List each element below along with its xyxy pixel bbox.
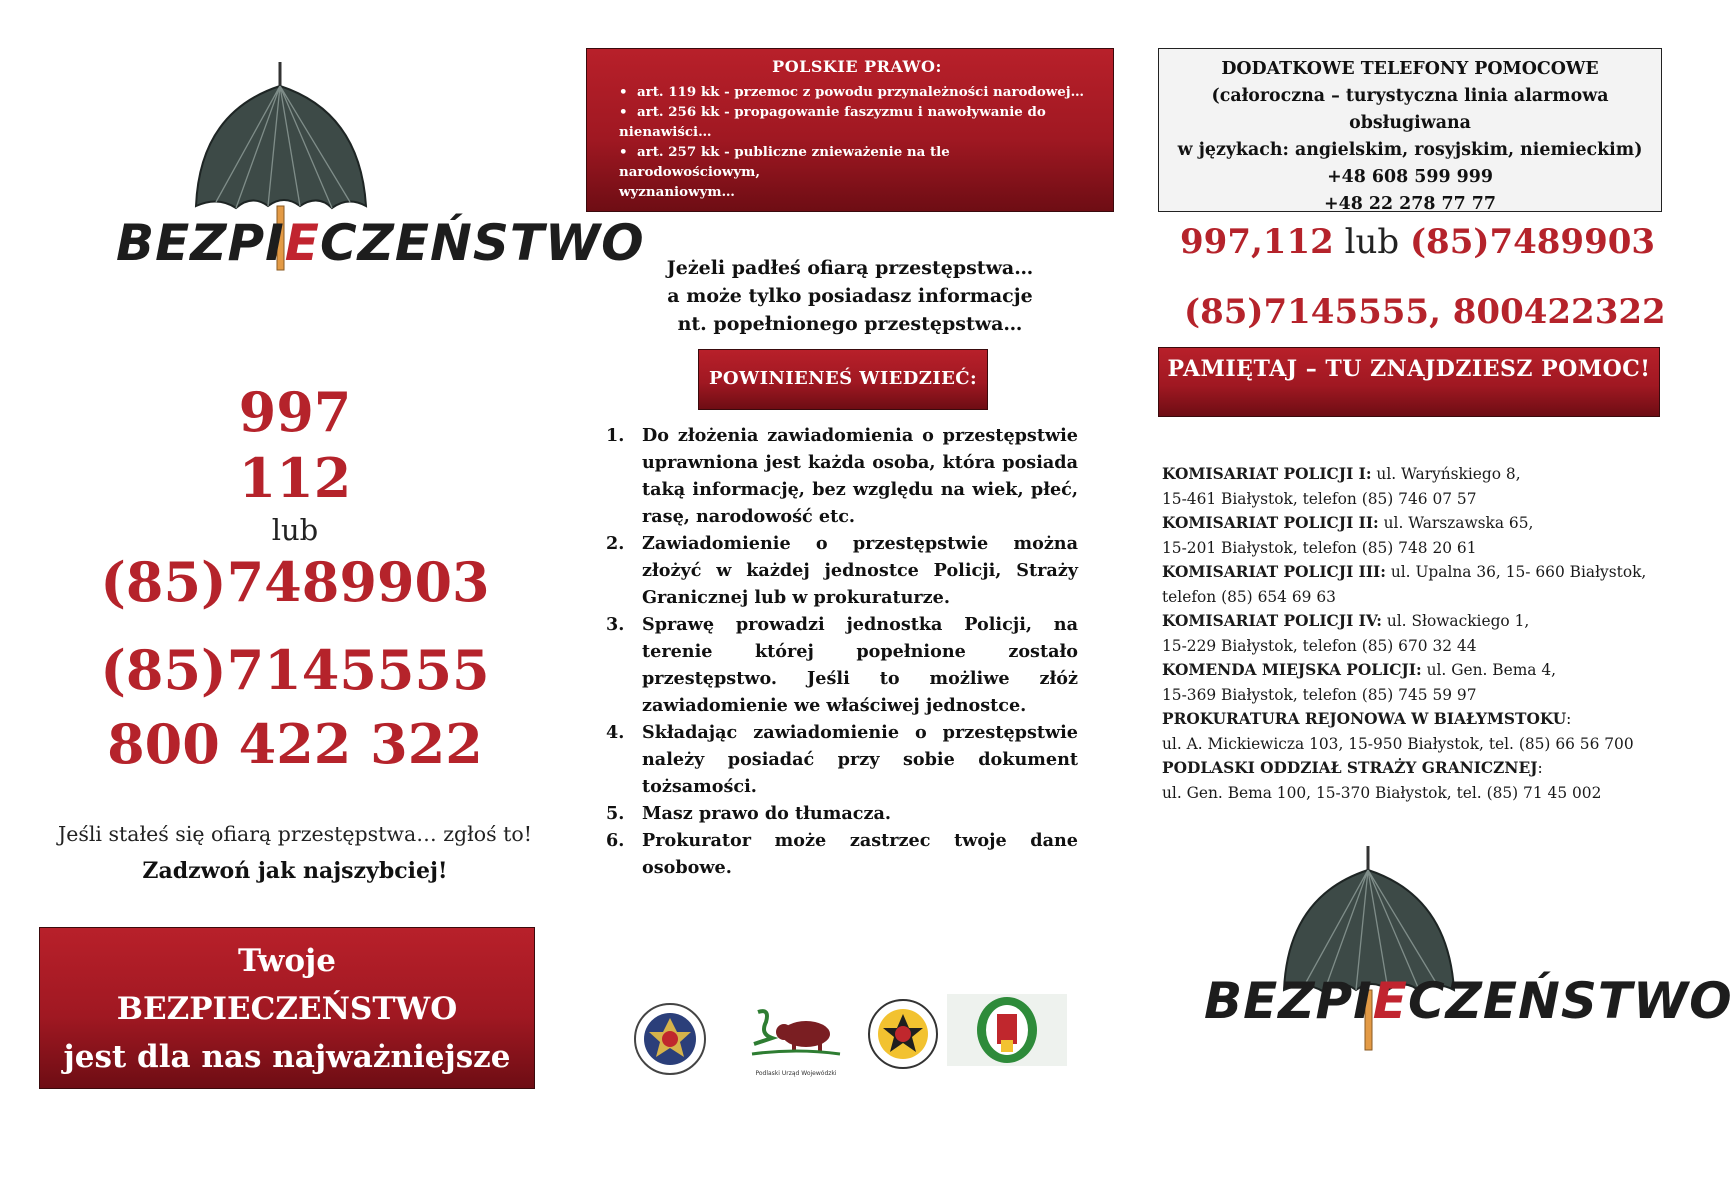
logo-wordmark: BEZPIECZEŃSTWO <box>116 214 645 272</box>
office-entry-address: 15-201 Białystok, telefon (85) 748 20 61 <box>1162 538 1477 557</box>
law-item-256: • art. 256 kk - propagowanie faszyzmu i nawoływanie do <box>619 104 1046 120</box>
polish-law-box <box>586 48 1114 212</box>
law-item-119: • art. 119 kk - przemoc z powodu przynależności narodowej… <box>619 84 1085 100</box>
additional-phone-2: +48 22 278 77 77 <box>1324 194 1496 214</box>
victim-text: Jeśli stałeś się ofiarą przestępstwa… zgłoś to! <box>58 822 532 846</box>
remember-banner: PAMIĘTAJ – TU ZNAJDZIESZ POMOC! <box>1158 347 1660 417</box>
law-item-256-cont: nienawiści… <box>619 124 712 140</box>
office-entry: PODLASKI ODDZIAŁ STRAŻY GRANICZNEJ: <box>1162 759 1543 777</box>
city-police-badge-logo <box>867 998 939 1070</box>
right-phone-line-1: 997,112 lub (85)7489903 <box>1180 222 1656 262</box>
step-item: 2. Zawiadomienie o przestępstwie można złożyć w każdej jednostce Policji, Straży Granicznej lub w prokuraturze. <box>606 533 1078 608</box>
intro-text: Jeżeli padłeś ofiarą przestępstwa… a może tylko posiadasz informacje nt. popełnionego przestępstwa… <box>666 257 1034 335</box>
safety-banner-line2: BEZPIECZEŃSTWO <box>116 991 458 1027</box>
phone-85-7489903: (85)7489903 <box>100 550 490 614</box>
additional-phones-box <box>1158 48 1662 212</box>
phone-997: 997 <box>238 380 352 444</box>
phone-85-7145555: (85)7145555 <box>100 638 490 702</box>
additional-phone-1: +48 608 599 999 <box>1327 167 1493 187</box>
bison-logo <box>748 1004 844 1080</box>
step-item: 1. Do złożenia zawiadomienia o przestępstwie uprawniona jest każda osoba, która posiada taką informację, bez względu na wiek, płeć, rasę, narodowość etc. <box>606 425 1078 527</box>
law-item-257: • art. 257 kk - publiczne znieważenie na tle narodowościowym, <box>619 144 950 180</box>
safety-banner <box>39 927 535 1089</box>
call-text: Zadzwoń jak najszybciej! <box>142 858 448 884</box>
safety-banner-line3: jest dla nas najważniejsze <box>63 1039 511 1075</box>
offices-list <box>1162 462 1662 805</box>
step-item: 5. Masz prawo do tłumacza. <box>606 803 891 824</box>
lub-text: lub <box>271 513 319 547</box>
additional-phones-title: DODATKOWE TELEFONY POMOCOWE <box>1221 59 1599 79</box>
logo-wordmark: BEZPIECZEŃSTWO <box>1204 972 1733 1030</box>
additional-phones-desc-2: w językach: angielskim, rosyjskim, niemieckim) <box>1177 140 1643 160</box>
office-entry-address: 15-461 Białystok, telefon (85) 746 07 57 <box>1162 489 1477 508</box>
additional-phones-desc-1: (całoroczna – turystyczna linia alarmowa obsługiwana <box>1211 86 1609 133</box>
office-entry: KOMISARIAT POLICJI IV: ul. Słowackiego 1, <box>1162 612 1530 630</box>
steps-list <box>606 422 1078 881</box>
police-badge-logo <box>633 1002 707 1076</box>
office-entry: KOMISARIAT POLICJI I: ul. Waryńskiego 8, <box>1162 465 1521 483</box>
phone-112: 112 <box>238 446 352 510</box>
office-entry-address: 15-369 Białystok, telefon (85) 745 59 97 <box>1162 685 1477 704</box>
office-entry: PROKURATURA REJONOWA W BIAŁYMSTOKU: <box>1162 710 1572 728</box>
office-entry-address: 15-229 Białystok, telefon (85) 670 32 44 <box>1162 636 1477 655</box>
office-entry-address: ul. A. Mickiewicza 103, 15-950 Białystok, tel. (85) 66 56 700 <box>1162 734 1634 753</box>
office-entry: KOMENDA MIEJSKA POLICJI: ul. Gen. Bema 4, <box>1162 661 1557 679</box>
bison-logo-caption: Podlaski Urząd Wojewódzki <box>755 1070 837 1077</box>
office-entry-address: telefon (85) 654 69 63 <box>1162 587 1336 606</box>
law-item-257-cont: wyznaniowym… <box>619 184 735 200</box>
step-item: 6. Prokurator może zastrzec twoje dane osobowe. <box>606 830 1078 878</box>
safety-banner-line1: Twoje <box>238 943 336 979</box>
step-item: 4. Składając zawiadomienie o przestępstwie należy posiadać przy sobie dokument tożsamości. <box>606 722 1078 797</box>
must-know-box: POWINIENEŚ WIEDZIEĆ: <box>698 349 988 410</box>
phone-800-422-322: 800 422 322 <box>107 712 483 776</box>
polish-law-title: POLSKIE PRAWO: <box>772 57 942 76</box>
office-entry: KOMISARIAT POLICJI II: ul. Warszawska 65, <box>1162 514 1534 532</box>
step-item: 3. Sprawę prowadzi jednostka Policji, na terenie której popełnione zostało przestępstwo. Jeśli to możliwe złóż zawiadomienie we właściwej jednostce. <box>606 614 1078 716</box>
logo-bottom-right <box>1198 840 1733 1060</box>
office-entry: KOMISARIAT POLICJI III: ul. Upalna 36, 15- 660 Białystok, <box>1162 563 1647 581</box>
logo-top-left <box>110 56 645 276</box>
right-phone-line-2: (85)7145555, 800422322 <box>1184 292 1666 332</box>
office-entry-address: ul. Gen. Bema 100, 15-370 Białystok, tel. (85) 71 45 002 <box>1162 783 1602 802</box>
border-guard-logo <box>947 994 1067 1066</box>
